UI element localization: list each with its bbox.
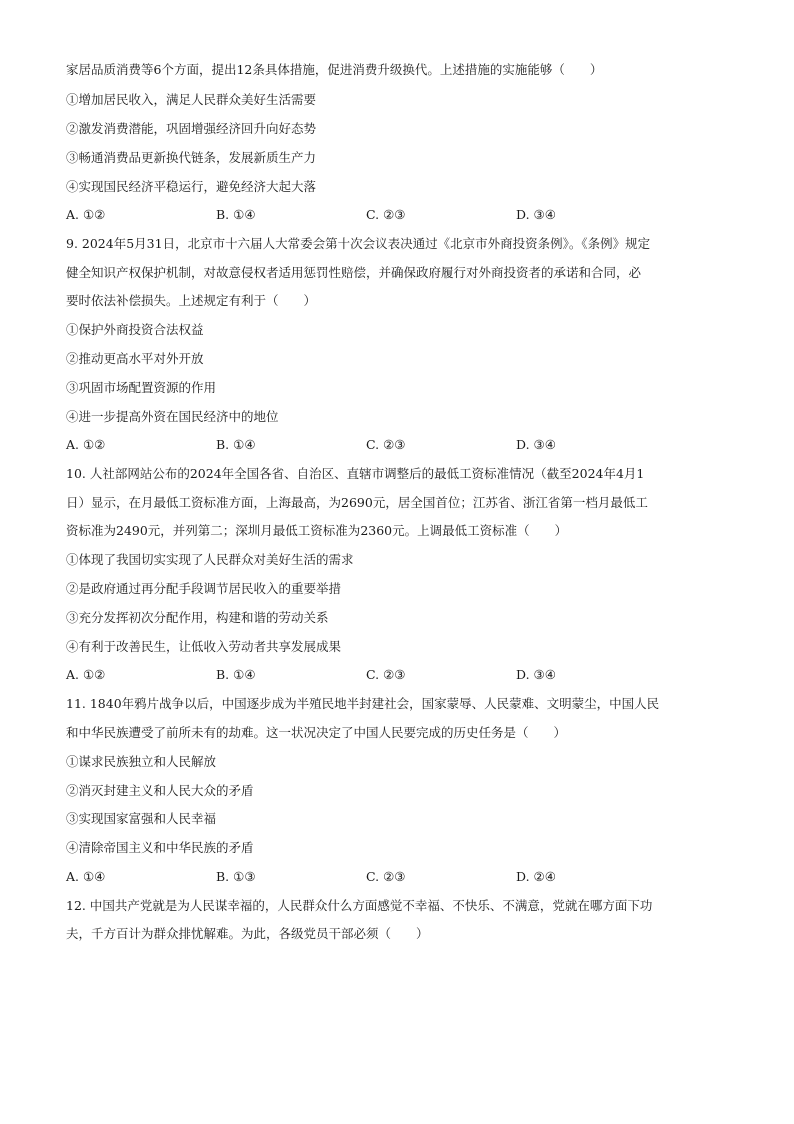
q9-stem-line-3: 要时依法补偿损失。上述规定有利于（ ） [66,293,317,308]
q10-item-3: ③充分发挥初次分配作用，构建和谐的劳动关系 [66,610,329,625]
q10-option-b: B. ①④ [216,667,256,682]
q11-item-1: ①谋求民族独立和人民解放 [66,754,217,769]
q8-stem-end: 家居品质消费等6个方面，提出12条具体措施，促进消费升级换代。上述措施的实施能够（ ） [66,62,603,77]
q9-item-4: ④进一步提高外资在国民经济中的地位 [66,409,279,424]
q11-option-a: A. ①④ [66,869,106,884]
q11-option-c: C. ②③ [366,869,406,884]
q11-item-3: ③实现国家富强和人民幸福 [66,811,217,826]
q11-option-d: D. ②④ [516,869,556,884]
q8-item-1: ①增加居民收入，满足人民群众美好生活需要 [66,92,317,107]
q9-option-b: B. ①④ [216,437,256,452]
q9-item-1: ①保护外商投资合法权益 [66,322,204,337]
q10-option-d: D. ③④ [516,667,556,682]
q9-option-a: A. ①② [66,437,106,452]
q10-item-2: ②是政府通过再分配手段调节居民收入的重要举措 [66,581,342,596]
q9-stem-line-2: 健全知识产权保护机制，对故意侵权者适用惩罚性赔偿，并确保政府履行对外商投资者的承诺和合同，必 [66,265,642,280]
q9-item-3: ③巩固市场配置资源的作用 [66,380,217,395]
q9-option-d: D. ③④ [516,437,556,452]
q9-option-c: C. ②③ [366,437,406,452]
q11-stem-line-1: 11. 1840年鸦片战争以后，中国逐步成为半殖民地半封建社会，国家蒙辱、人民蒙难、文明蒙尘，中国人民 [66,696,660,711]
q8-option-c: C. ②③ [366,207,406,222]
q8-item-3: ③畅通消费品更新换代链条，发展新质生产力 [66,150,317,165]
q10-stem-line-2: 日）显示，在月最低工资标准方面，上海最高，为2690元，居全国首位；江苏省、浙江省第一档月最低工 [66,495,648,510]
q8-item-2: ②激发消费潜能，巩固增强经济回升向好态势 [66,121,317,136]
q12-stem-line-1: 12. 中国共产党就是为人民谋幸福的，人民群众什么方面感觉不幸福、不快乐、不满意，党就在哪方面下功 [66,898,653,913]
q8-option-b: B. ①④ [216,207,256,222]
q10-item-1: ①体现了我国切实实现了人民群众对美好生活的需求 [66,552,354,567]
q10-option-a: A. ①② [66,667,106,682]
q11-item-2: ②消灭封建主义和人民大众的矛盾 [66,783,254,798]
q11-stem-line-2: 和中华民族遭受了前所未有的劫难。这一状况决定了中国人民要完成的历史任务是（ ） [66,725,567,740]
q9-item-2: ②推动更高水平对外开放 [66,351,204,366]
q10-stem-line-1: 10. 人社部网站公布的2024年全国各省、自治区、直辖市调整后的最低工资标准情况（截至2024年4月1 [66,466,645,481]
q10-item-4: ④有利于改善民生，让低收入劳动者共享发展成果 [66,639,342,654]
q9-stem-line-1: 9. 2024年5月31日，北京市十六届人大常委会第十次会议表决通过《北京市外商投资条例》。《条例》规定 [66,236,651,251]
q8-option-a: A. ①② [66,207,106,222]
q11-item-4: ④清除帝国主义和中华民族的矛盾 [66,840,254,855]
q8-item-4: ④实现国民经济平稳运行，避免经济大起大落 [66,179,317,194]
q11-option-b: B. ①③ [216,869,256,884]
q12-stem-line-2: 夫，千方百计为群众排忧解难。为此，各级党员干部必须（ ） [66,926,429,941]
q10-option-c: C. ②③ [366,667,406,682]
q8-option-d: D. ③④ [516,207,556,222]
q10-stem-line-3: 资标准为2490元，并列第二；深圳月最低工资标准为2360元。上调最低工资标准（ ） [66,523,568,538]
